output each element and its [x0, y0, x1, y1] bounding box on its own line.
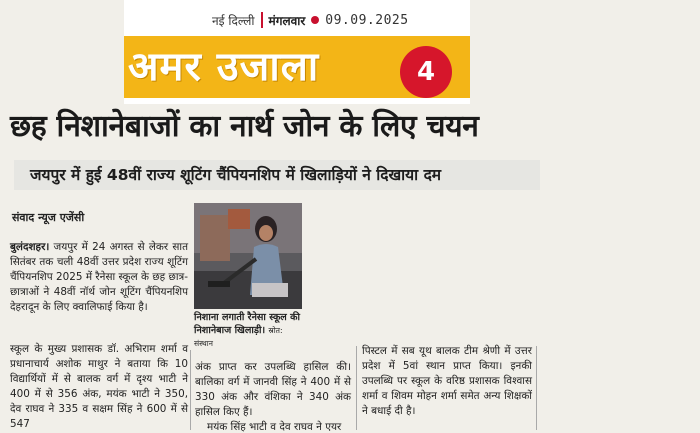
byline: संवाद न्यूज एजेंसी	[12, 211, 85, 224]
masthead	[124, 0, 470, 104]
column-2b-text: मयंक सिंह भाटी व देव राघव ने एयर	[207, 421, 342, 433]
masthead-band	[124, 36, 470, 98]
article-paragraph-1	[10, 240, 188, 315]
column-divider	[536, 346, 537, 430]
page-number-badge: 4	[400, 46, 452, 98]
masthead-day: मंगलवार	[268, 13, 306, 28]
masthead-city: नई दिल्ली	[212, 13, 255, 28]
newspaper-logo: अमर उजाला	[128, 44, 320, 90]
photo-source: स्रोत: संस्थान	[194, 326, 283, 348]
article-column-1	[10, 240, 188, 315]
article-photo	[194, 203, 302, 309]
headline: छह निशानेबाजों का नार्थ जोन के लिए चयन	[10, 109, 479, 144]
column-divider	[356, 346, 357, 430]
photo-caption	[194, 311, 302, 348]
article-column-3	[362, 344, 532, 419]
paragraph-1-text: जयपुर में 24 अगस्त से लेकर सात सितंबर तक चली 48वीं उत्तर प्रदेश राज्य शूटिंग चैंपियनशिप 2025 में रैनेसा स्कूल के छह छात्र-छात्राओं ने 48वीं नॉर्थ जोन शूटिंग चैंपियनशिप देहरादून के लिए क्वालिफाई किया है।	[10, 241, 188, 313]
column-3-text: पिस्टल में सब यूथ बालक टीम श्रेणी में उत्तर प्रदेश में 5वां स्थान प्राप्त किया। इनकी उपलब्धि पर स्कूल के वरिष्ठ प्रशासक विश्वास शर्मा व शिवम मोहन शर्मा समेत अन्य शिक्षकों ने बधाई दी है।	[362, 345, 532, 417]
article-column-2	[195, 360, 351, 433]
dateline: बुलंदशहर।	[10, 241, 50, 253]
column-2-text: अंक प्राप्त कर उपलब्धि हासिल की। बालिका वर्ग में जानवी सिंह ने 400 में से 330 अंक और वंशिका ने 340 अंक हासिल किए हैं।	[195, 361, 351, 418]
masthead-date: 09.09.2025	[325, 12, 409, 28]
article-paragraph-2: स्कूल के मुख्य प्रशासक डॉ. अभिराम शर्मा व प्रधानाचार्य अशोक माथुर ने बताया कि 10 विद्यार्थियों में से बालक वर्ग में दृश्य भाटी ने 400 में से 356 अंक, मयंक भाटी ने 350, देव राघव ने 335 व सक्षम सिंह ने 600 में से 547	[10, 343, 188, 430]
shooter-photo-icon	[194, 203, 302, 309]
article-column-1-continued	[10, 342, 188, 432]
masthead-dot-icon	[311, 16, 319, 24]
column-divider	[190, 350, 191, 430]
photo-caption-text: निशाना लगाती रैनेसा स्कूल की निशानेबाज खिलाड़ी।	[194, 312, 301, 336]
masthead-separator	[261, 12, 263, 28]
subheadline: जयपुर में हुई 48वीं राज्य शूटिंग चैंपियनशिप में खिलाड़ियों ने दिखाया दम	[30, 166, 442, 184]
masthead-dateline	[212, 8, 464, 32]
